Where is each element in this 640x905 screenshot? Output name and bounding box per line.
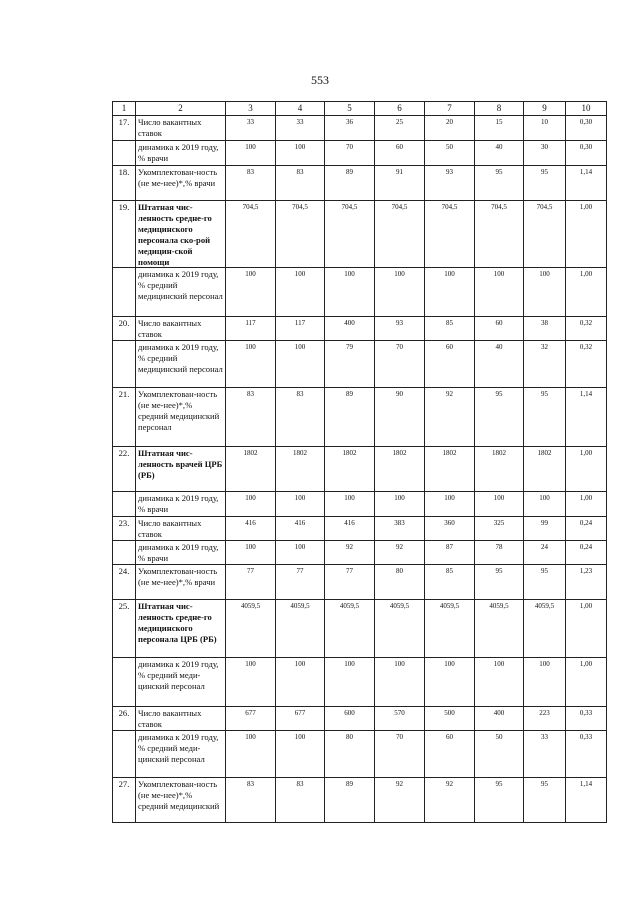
value-cell: 0,33	[566, 731, 607, 778]
row-label: Штатная чис-ленность средне-го медицинского персонала ЦРБ (РБ)	[136, 600, 226, 658]
value-cell: 99	[524, 517, 566, 541]
value-cell: 95	[524, 565, 566, 600]
value-cell: 100	[276, 541, 325, 565]
value-cell: 89	[325, 388, 375, 447]
column-header: 1	[113, 102, 136, 116]
value-cell: 38	[524, 317, 566, 341]
value-cell: 15	[475, 116, 524, 141]
value-cell: 91	[375, 166, 425, 201]
row-number: 23.	[113, 517, 136, 541]
row-number: 27.	[113, 778, 136, 823]
row-label: Штатная чис-ленность врачей ЦРБ (РБ)	[136, 447, 226, 492]
value-cell: 60	[425, 731, 475, 778]
row-label: Число вакантных ставок	[136, 707, 226, 731]
value-cell: 117	[226, 317, 276, 341]
value-cell: 416	[226, 517, 276, 541]
value-cell: 0,30	[566, 116, 607, 141]
value-cell: 100	[475, 658, 524, 707]
table-row	[113, 317, 607, 341]
value-cell: 0,32	[566, 317, 607, 341]
value-cell: 100	[276, 731, 325, 778]
value-cell: 600	[325, 707, 375, 731]
value-cell: 93	[375, 317, 425, 341]
row-label: Число вакантных ставок	[136, 517, 226, 541]
row-label: динамика к 2019 году, % врачи	[136, 492, 226, 517]
column-header: 9	[524, 102, 566, 116]
value-cell: 0,24	[566, 541, 607, 565]
value-cell: 1,14	[566, 166, 607, 201]
value-cell: 1802	[475, 447, 524, 492]
value-cell: 416	[325, 517, 375, 541]
column-header: 8	[475, 102, 524, 116]
value-cell: 100	[276, 658, 325, 707]
value-cell: 93	[425, 166, 475, 201]
table-row	[113, 341, 607, 388]
row-label: Укомплектован-ность (не ме-нее)*,% врачи	[136, 565, 226, 600]
table-row	[113, 707, 607, 731]
value-cell: 100	[425, 658, 475, 707]
row-number	[113, 731, 136, 778]
value-cell: 70	[375, 731, 425, 778]
row-label: динамика к 2019 году, % средний медицинский персонал	[136, 341, 226, 388]
row-label: динамика к 2019 году, % врачи	[136, 141, 226, 166]
table-body	[113, 102, 607, 823]
value-cell: 400	[475, 707, 524, 731]
value-cell: 416	[276, 517, 325, 541]
column-header: 4	[276, 102, 325, 116]
value-cell: 33	[276, 116, 325, 141]
value-cell: 10	[524, 116, 566, 141]
value-cell: 1802	[524, 447, 566, 492]
value-cell: 4059,5	[276, 600, 325, 658]
value-cell: 89	[325, 778, 375, 823]
value-cell: 100	[325, 268, 375, 317]
value-cell: 33	[226, 116, 276, 141]
value-cell: 1,00	[566, 492, 607, 517]
value-cell: 80	[375, 565, 425, 600]
row-number: 22.	[113, 447, 136, 492]
row-label: динамика к 2019 году, % средний меди-цинский персонал	[136, 658, 226, 707]
value-cell: 1802	[276, 447, 325, 492]
value-cell: 83	[276, 778, 325, 823]
value-cell: 100	[276, 492, 325, 517]
value-cell: 60	[425, 341, 475, 388]
table-row	[113, 201, 607, 268]
row-label: динамика к 2019 году, % средний меди-цинский персонал	[136, 731, 226, 778]
value-cell: 77	[276, 565, 325, 600]
value-cell: 24	[524, 541, 566, 565]
value-cell: 100	[226, 141, 276, 166]
value-cell: 100	[425, 492, 475, 517]
value-cell: 100	[524, 492, 566, 517]
table-row	[113, 517, 607, 541]
table-row	[113, 658, 607, 707]
column-header: 2	[136, 102, 226, 116]
column-header: 7	[425, 102, 475, 116]
table-row	[113, 541, 607, 565]
row-number: 26.	[113, 707, 136, 731]
value-cell: 77	[226, 565, 276, 600]
row-number	[113, 341, 136, 388]
value-cell: 500	[425, 707, 475, 731]
row-number: 25.	[113, 600, 136, 658]
value-cell: 36	[325, 116, 375, 141]
value-cell: 100	[226, 658, 276, 707]
value-cell: 704,5	[276, 201, 325, 268]
value-cell: 83	[226, 388, 276, 447]
row-number	[113, 658, 136, 707]
value-cell: 1,14	[566, 778, 607, 823]
value-cell: 83	[226, 778, 276, 823]
value-cell: 100	[226, 731, 276, 778]
row-label: динамика к 2019 году, % врачи	[136, 541, 226, 565]
value-cell: 100	[226, 341, 276, 388]
row-label: Укомплектован-ность (не ме-нее)*,% средний медицинский персонал	[136, 388, 226, 447]
value-cell: 85	[425, 317, 475, 341]
value-cell: 100	[425, 268, 475, 317]
column-header: 10	[566, 102, 607, 116]
value-cell: 100	[226, 541, 276, 565]
value-cell: 360	[425, 517, 475, 541]
column-header: 6	[375, 102, 425, 116]
value-cell: 4059,5	[425, 600, 475, 658]
value-cell: 383	[375, 517, 425, 541]
value-cell: 60	[475, 317, 524, 341]
value-cell: 704,5	[475, 201, 524, 268]
value-cell: 0,30	[566, 141, 607, 166]
value-cell: 100	[226, 492, 276, 517]
value-cell: 1,00	[566, 447, 607, 492]
row-number: 24.	[113, 565, 136, 600]
table-row	[113, 492, 607, 517]
value-cell: 83	[276, 388, 325, 447]
value-cell: 4059,5	[375, 600, 425, 658]
value-cell: 95	[475, 166, 524, 201]
page-number: 553	[311, 73, 329, 87]
value-cell: 1,00	[566, 600, 607, 658]
value-cell: 100	[375, 268, 425, 317]
table-row	[113, 565, 607, 600]
value-cell: 704,5	[375, 201, 425, 268]
value-cell: 83	[276, 166, 325, 201]
row-number: 18.	[113, 166, 136, 201]
table-row	[113, 600, 607, 658]
value-cell: 78	[475, 541, 524, 565]
value-cell: 677	[276, 707, 325, 731]
value-cell: 70	[325, 141, 375, 166]
value-cell: 92	[375, 541, 425, 565]
value-cell: 92	[425, 388, 475, 447]
value-cell: 4059,5	[475, 600, 524, 658]
value-cell: 223	[524, 707, 566, 731]
value-cell: 100	[276, 141, 325, 166]
table-row	[113, 447, 607, 492]
value-cell: 4059,5	[226, 600, 276, 658]
value-cell: 1,00	[566, 658, 607, 707]
value-cell: 100	[524, 268, 566, 317]
table-row	[113, 116, 607, 141]
value-cell: 117	[276, 317, 325, 341]
row-label: Укомплектован-ность (не ме-нее)*,% врачи	[136, 166, 226, 201]
row-number: 19.	[113, 201, 136, 268]
value-cell: 100	[524, 658, 566, 707]
value-cell: 40	[475, 341, 524, 388]
value-cell: 100	[475, 492, 524, 517]
value-cell: 92	[325, 541, 375, 565]
value-cell: 50	[475, 731, 524, 778]
value-cell: 570	[375, 707, 425, 731]
row-number	[113, 268, 136, 317]
table-row	[113, 778, 607, 823]
value-cell: 25	[375, 116, 425, 141]
value-cell: 95	[524, 778, 566, 823]
value-cell: 100	[276, 268, 325, 317]
value-cell: 1,00	[566, 268, 607, 317]
value-cell: 704,5	[325, 201, 375, 268]
value-cell: 50	[425, 141, 475, 166]
value-cell: 92	[375, 778, 425, 823]
value-cell: 87	[425, 541, 475, 565]
value-cell: 0,32	[566, 341, 607, 388]
value-cell: 1,23	[566, 565, 607, 600]
value-cell: 4059,5	[325, 600, 375, 658]
header-row	[113, 102, 607, 116]
value-cell: 20	[425, 116, 475, 141]
value-cell: 0,33	[566, 707, 607, 731]
value-cell: 95	[524, 388, 566, 447]
value-cell: 400	[325, 317, 375, 341]
table-row	[113, 268, 607, 317]
value-cell: 100	[375, 658, 425, 707]
column-header: 5	[325, 102, 375, 116]
value-cell: 325	[475, 517, 524, 541]
value-cell: 704,5	[524, 201, 566, 268]
value-cell: 677	[226, 707, 276, 731]
value-cell: 32	[524, 341, 566, 388]
value-cell: 1,14	[566, 388, 607, 447]
table-row	[113, 166, 607, 201]
value-cell: 60	[375, 141, 425, 166]
value-cell: 90	[375, 388, 425, 447]
value-cell: 92	[425, 778, 475, 823]
value-cell: 70	[375, 341, 425, 388]
value-cell: 100	[325, 492, 375, 517]
value-cell: 704,5	[425, 201, 475, 268]
value-cell: 1,00	[566, 201, 607, 268]
value-cell: 100	[226, 268, 276, 317]
value-cell: 77	[325, 565, 375, 600]
value-cell: 100	[276, 341, 325, 388]
row-number: 20.	[113, 317, 136, 341]
row-number	[113, 141, 136, 166]
table-row	[113, 731, 607, 778]
row-label: Число вакантных ставок	[136, 116, 226, 141]
value-cell: 79	[325, 341, 375, 388]
value-cell: 95	[475, 778, 524, 823]
value-cell: 95	[475, 388, 524, 447]
table-row	[113, 388, 607, 447]
column-header: 3	[226, 102, 276, 116]
value-cell: 33	[524, 731, 566, 778]
staffing-table	[112, 101, 607, 823]
value-cell: 1802	[226, 447, 276, 492]
value-cell: 1802	[425, 447, 475, 492]
value-cell: 4059,5	[524, 600, 566, 658]
value-cell: 80	[325, 731, 375, 778]
row-label: Укомплектован-ность (не ме-нее)*,% средний медицинский	[136, 778, 226, 823]
value-cell: 95	[475, 565, 524, 600]
row-number: 21.	[113, 388, 136, 447]
value-cell: 89	[325, 166, 375, 201]
value-cell: 83	[226, 166, 276, 201]
value-cell: 95	[524, 166, 566, 201]
table-row	[113, 141, 607, 166]
row-number: 17.	[113, 116, 136, 141]
row-number	[113, 541, 136, 565]
value-cell: 1802	[325, 447, 375, 492]
row-number	[113, 492, 136, 517]
value-cell: 30	[524, 141, 566, 166]
value-cell: 40	[475, 141, 524, 166]
row-label: динамика к 2019 году, % средний медицинский персонал	[136, 268, 226, 317]
value-cell: 0,24	[566, 517, 607, 541]
value-cell: 100	[325, 658, 375, 707]
value-cell: 100	[475, 268, 524, 317]
row-label: Штатная чис-ленность средне-го медицинского персонала ско-рой медицин-ской помощи	[136, 201, 226, 268]
row-label: Число вакантных ставок	[136, 317, 226, 341]
value-cell: 1802	[375, 447, 425, 492]
value-cell: 85	[425, 565, 475, 600]
value-cell: 100	[375, 492, 425, 517]
value-cell: 704,5	[226, 201, 276, 268]
